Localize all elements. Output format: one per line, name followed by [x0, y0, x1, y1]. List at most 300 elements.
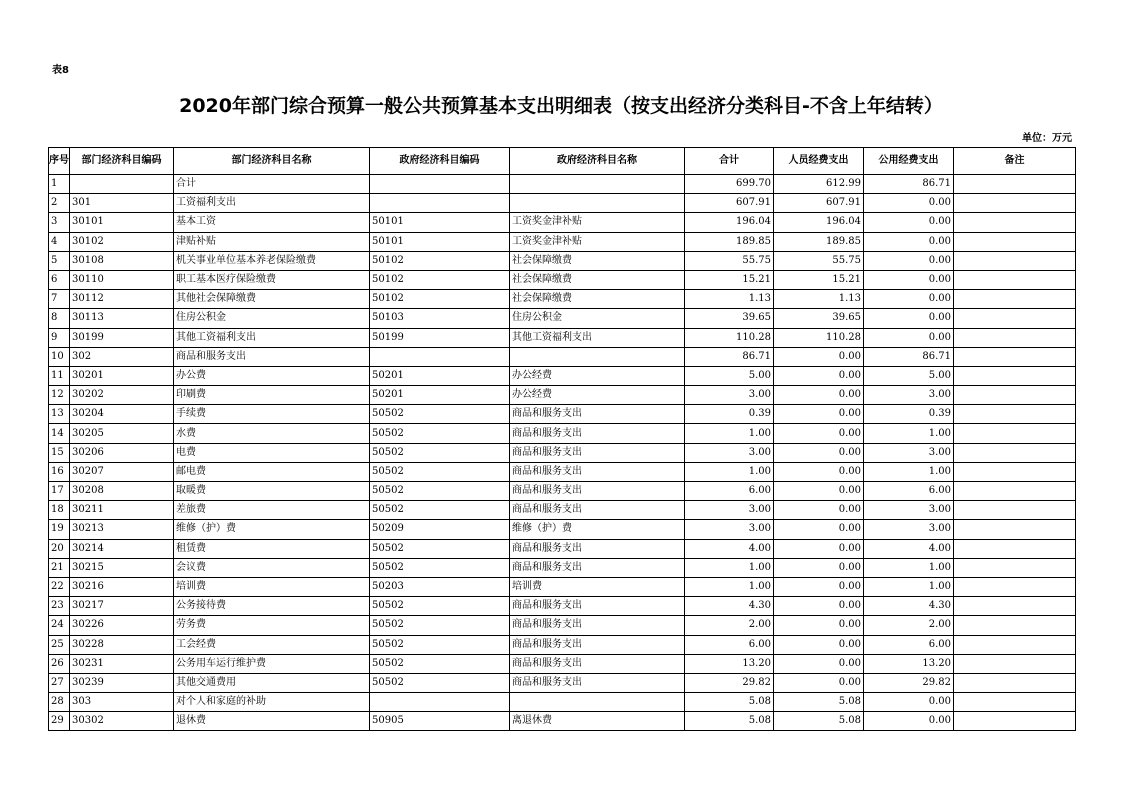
- cell-gov-code: 50502: [370, 424, 510, 443]
- cell-gov-code: [370, 175, 510, 194]
- cell-dept-name: 津贴补贴: [174, 232, 370, 251]
- cell-dept-name: 公务接待费: [174, 597, 370, 616]
- table-row: [49, 597, 1076, 616]
- cell-dept-name: 其他工资福利支出: [174, 328, 370, 347]
- cell-dept-name: 培训费: [174, 577, 370, 596]
- cell-dept-name: 合计: [174, 175, 370, 194]
- cell-total: 6.00: [685, 482, 774, 501]
- table-row: [49, 194, 1076, 213]
- cell-gov-code: 50502: [370, 462, 510, 481]
- cell-total: 3.00: [685, 520, 774, 539]
- cell-dept-code: 30217: [70, 597, 174, 616]
- cell-personnel: 0.00: [774, 501, 864, 520]
- cell-dept-code: 301: [70, 194, 174, 213]
- cell-note: [954, 712, 1076, 731]
- cell-note: [954, 654, 1076, 673]
- table-row: [49, 366, 1076, 385]
- cell-dept-name: 机关事业单位基本养老保险缴费: [174, 251, 370, 270]
- table-row: [49, 693, 1076, 712]
- cell-public: 29.82: [864, 673, 954, 692]
- table-row: [49, 328, 1076, 347]
- cell-note: [954, 482, 1076, 501]
- cell-gov-name: 办公经费: [510, 386, 685, 405]
- cell-dept-name: 其他社会保障缴费: [174, 290, 370, 309]
- cell-note: [954, 501, 1076, 520]
- cell-seq: 15: [49, 443, 70, 462]
- cell-seq: 5: [49, 251, 70, 270]
- table-row: [49, 251, 1076, 270]
- cell-gov-name: 商品和服务支出: [510, 405, 685, 424]
- cell-public: 5.00: [864, 366, 954, 385]
- cell-seq: 22: [49, 577, 70, 596]
- header-seq: 序号: [49, 148, 70, 175]
- table-row: [49, 405, 1076, 424]
- cell-gov-code: 50103: [370, 309, 510, 328]
- table-row: [49, 386, 1076, 405]
- cell-seq: 8: [49, 309, 70, 328]
- cell-personnel: 39.65: [774, 309, 864, 328]
- cell-total: 1.00: [685, 558, 774, 577]
- cell-note: [954, 386, 1076, 405]
- cell-seq: 6: [49, 270, 70, 289]
- cell-dept-code: 30214: [70, 539, 174, 558]
- cell-dept-code: 30215: [70, 558, 174, 577]
- cell-dept-code: 30199: [70, 328, 174, 347]
- cell-dept-code: 30205: [70, 424, 174, 443]
- cell-total: 607.91: [685, 194, 774, 213]
- cell-dept-name: 邮电费: [174, 462, 370, 481]
- cell-gov-code: 50502: [370, 501, 510, 520]
- cell-seq: 3: [49, 213, 70, 232]
- cell-dept-code: 30207: [70, 462, 174, 481]
- cell-dept-code: 302: [70, 347, 174, 366]
- cell-gov-name: 商品和服务支出: [510, 558, 685, 577]
- table-row: [49, 520, 1076, 539]
- cell-gov-name: 商品和服务支出: [510, 673, 685, 692]
- cell-personnel: 0.00: [774, 462, 864, 481]
- cell-personnel: 0.00: [774, 558, 864, 577]
- cell-seq: 14: [49, 424, 70, 443]
- cell-note: [954, 558, 1076, 577]
- cell-personnel: 0.00: [774, 366, 864, 385]
- cell-note: [954, 213, 1076, 232]
- cell-dept-code: 30102: [70, 232, 174, 251]
- header-public: 公用经费支出: [864, 148, 954, 175]
- cell-dept-name: 职工基本医疗保险缴费: [174, 270, 370, 289]
- cell-dept-code: 30213: [70, 520, 174, 539]
- cell-total: 2.00: [685, 616, 774, 635]
- cell-gov-code: 50102: [370, 251, 510, 270]
- cell-gov-name: 社会保障缴费: [510, 270, 685, 289]
- cell-personnel: 0.00: [774, 386, 864, 405]
- cell-personnel: 189.85: [774, 232, 864, 251]
- cell-gov-name: 工资奖金津补贴: [510, 213, 685, 232]
- table-row: [49, 175, 1076, 194]
- cell-gov-name: [510, 175, 685, 194]
- cell-public: 0.39: [864, 405, 954, 424]
- cell-total: 4.30: [685, 597, 774, 616]
- cell-note: [954, 232, 1076, 251]
- table-row: [49, 424, 1076, 443]
- table-row: [49, 654, 1076, 673]
- cell-gov-code: 50102: [370, 290, 510, 309]
- cell-personnel: 0.00: [774, 635, 864, 654]
- cell-gov-name: 住房公积金: [510, 309, 685, 328]
- cell-public: 1.00: [864, 558, 954, 577]
- cell-note: [954, 443, 1076, 462]
- header-personnel: 人员经费支出: [774, 148, 864, 175]
- cell-seq: 23: [49, 597, 70, 616]
- cell-total: 4.00: [685, 539, 774, 558]
- cell-total: 1.13: [685, 290, 774, 309]
- cell-note: [954, 309, 1076, 328]
- cell-total: 5.08: [685, 712, 774, 731]
- header-dept-code: 部门经济科目编码: [70, 148, 174, 175]
- cell-total: 3.00: [685, 443, 774, 462]
- cell-public: 0.00: [864, 328, 954, 347]
- header-note: 备注: [954, 148, 1076, 175]
- cell-note: [954, 405, 1076, 424]
- cell-public: 0.00: [864, 194, 954, 213]
- cell-gov-name: 商品和服务支出: [510, 424, 685, 443]
- table-row: [49, 309, 1076, 328]
- table-row: [49, 462, 1076, 481]
- cell-dept-code: 30239: [70, 673, 174, 692]
- cell-seq: 1: [49, 175, 70, 194]
- table-row: [49, 501, 1076, 520]
- cell-public: 6.00: [864, 635, 954, 654]
- cell-public: 0.00: [864, 232, 954, 251]
- cell-gov-code: 50502: [370, 654, 510, 673]
- cell-personnel: 0.00: [774, 424, 864, 443]
- cell-seq: 12: [49, 386, 70, 405]
- cell-gov-name: 商品和服务支出: [510, 539, 685, 558]
- cell-seq: 24: [49, 616, 70, 635]
- cell-gov-code: 50502: [370, 539, 510, 558]
- cell-note: [954, 328, 1076, 347]
- cell-public: 0.00: [864, 251, 954, 270]
- cell-gov-code: [370, 194, 510, 213]
- table-row: [49, 347, 1076, 366]
- cell-dept-name: 手续费: [174, 405, 370, 424]
- cell-personnel: 0.00: [774, 347, 864, 366]
- cell-public: 0.00: [864, 270, 954, 289]
- cell-note: [954, 693, 1076, 712]
- cell-public: 3.00: [864, 501, 954, 520]
- cell-dept-code: [70, 175, 174, 194]
- cell-dept-name: 取暖费: [174, 482, 370, 501]
- table-row: [49, 635, 1076, 654]
- cell-dept-code: 30216: [70, 577, 174, 596]
- cell-seq: 9: [49, 328, 70, 347]
- cell-gov-name: 社会保障缴费: [510, 290, 685, 309]
- cell-dept-name: 劳务费: [174, 616, 370, 635]
- header-gov-name: 政府经济科目名称: [510, 148, 685, 175]
- budget-table: [48, 147, 1076, 731]
- cell-gov-code: [370, 693, 510, 712]
- cell-dept-name: 维修（护）费: [174, 520, 370, 539]
- cell-total: 6.00: [685, 635, 774, 654]
- cell-dept-name: 对个人和家庭的补助: [174, 693, 370, 712]
- cell-dept-code: 30208: [70, 482, 174, 501]
- cell-total: 699.70: [685, 175, 774, 194]
- table-row: [49, 213, 1076, 232]
- cell-public: 0.00: [864, 309, 954, 328]
- cell-total: 55.75: [685, 251, 774, 270]
- cell-dept-code: 30231: [70, 654, 174, 673]
- table-row: [49, 270, 1076, 289]
- cell-personnel: 0.00: [774, 616, 864, 635]
- cell-gov-code: 50502: [370, 558, 510, 577]
- cell-dept-code: 30226: [70, 616, 174, 635]
- cell-gov-code: 50502: [370, 482, 510, 501]
- cell-dept-name: 工会经费: [174, 635, 370, 654]
- cell-note: [954, 290, 1076, 309]
- cell-public: 1.00: [864, 577, 954, 596]
- cell-dept-code: 30113: [70, 309, 174, 328]
- cell-note: [954, 520, 1076, 539]
- cell-personnel: 15.21: [774, 270, 864, 289]
- cell-dept-name: 公务用车运行维护费: [174, 654, 370, 673]
- cell-note: [954, 462, 1076, 481]
- cell-dept-name: 电费: [174, 443, 370, 462]
- cell-note: [954, 616, 1076, 635]
- cell-gov-code: 50502: [370, 673, 510, 692]
- cell-gov-name: 商品和服务支出: [510, 654, 685, 673]
- cell-public: 3.00: [864, 520, 954, 539]
- cell-personnel: 0.00: [774, 673, 864, 692]
- cell-gov-name: 维修（护）费: [510, 520, 685, 539]
- cell-dept-name: 其他交通费用: [174, 673, 370, 692]
- cell-seq: 26: [49, 654, 70, 673]
- cell-dept-code: 30201: [70, 366, 174, 385]
- cell-dept-code: 30202: [70, 386, 174, 405]
- cell-public: 4.30: [864, 597, 954, 616]
- cell-personnel: 612.99: [774, 175, 864, 194]
- table-row: [49, 558, 1076, 577]
- cell-seq: 19: [49, 520, 70, 539]
- cell-seq: 2: [49, 194, 70, 213]
- cell-gov-code: 50201: [370, 386, 510, 405]
- cell-personnel: 110.28: [774, 328, 864, 347]
- cell-note: [954, 673, 1076, 692]
- table-row: [49, 673, 1076, 692]
- cell-total: 39.65: [685, 309, 774, 328]
- cell-gov-code: 50502: [370, 616, 510, 635]
- cell-gov-code: 50209: [370, 520, 510, 539]
- cell-dept-name: 办公费: [174, 366, 370, 385]
- cell-total: 15.21: [685, 270, 774, 289]
- cell-gov-code: [370, 347, 510, 366]
- cell-seq: 29: [49, 712, 70, 731]
- cell-total: 5.00: [685, 366, 774, 385]
- cell-dept-code: 30110: [70, 270, 174, 289]
- table-row: [49, 290, 1076, 309]
- cell-public: 0.00: [864, 693, 954, 712]
- cell-dept-name: 租赁费: [174, 539, 370, 558]
- cell-personnel: 196.04: [774, 213, 864, 232]
- cell-dept-code: 30108: [70, 251, 174, 270]
- cell-gov-name: 其他工资福利支出: [510, 328, 685, 347]
- cell-public: 4.00: [864, 539, 954, 558]
- cell-dept-code: 30112: [70, 290, 174, 309]
- cell-public: 86.71: [864, 347, 954, 366]
- cell-gov-name: [510, 693, 685, 712]
- cell-note: [954, 424, 1076, 443]
- cell-gov-name: 商品和服务支出: [510, 635, 685, 654]
- cell-personnel: 0.00: [774, 539, 864, 558]
- header-gov-code: 政府经济科目编码: [370, 148, 510, 175]
- table-body: [49, 175, 1076, 731]
- cell-gov-code: 50199: [370, 328, 510, 347]
- cell-public: 86.71: [864, 175, 954, 194]
- cell-public: 3.00: [864, 386, 954, 405]
- cell-dept-name: 基本工资: [174, 213, 370, 232]
- cell-dept-name: 差旅费: [174, 501, 370, 520]
- cell-seq: 20: [49, 539, 70, 558]
- cell-gov-code: 50102: [370, 270, 510, 289]
- table-row: [49, 616, 1076, 635]
- cell-personnel: 0.00: [774, 443, 864, 462]
- cell-personnel: 0.00: [774, 405, 864, 424]
- cell-total: 29.82: [685, 673, 774, 692]
- table-number-label: 表8: [52, 65, 69, 76]
- cell-gov-code: 50502: [370, 405, 510, 424]
- cell-personnel: 0.00: [774, 654, 864, 673]
- cell-gov-code: 50101: [370, 213, 510, 232]
- cell-seq: 18: [49, 501, 70, 520]
- cell-dept-code: 30204: [70, 405, 174, 424]
- cell-gov-name: [510, 194, 685, 213]
- cell-note: [954, 635, 1076, 654]
- cell-total: 3.00: [685, 386, 774, 405]
- cell-seq: 27: [49, 673, 70, 692]
- unit-label: 单位：万元: [1022, 133, 1072, 144]
- cell-note: [954, 597, 1076, 616]
- cell-gov-name: [510, 347, 685, 366]
- cell-total: 1.00: [685, 577, 774, 596]
- cell-total: 1.00: [685, 424, 774, 443]
- cell-personnel: 0.00: [774, 520, 864, 539]
- cell-dept-name: 商品和服务支出: [174, 347, 370, 366]
- cell-dept-code: 30206: [70, 443, 174, 462]
- cell-seq: 16: [49, 462, 70, 481]
- cell-seq: 7: [49, 290, 70, 309]
- cell-seq: 13: [49, 405, 70, 424]
- cell-gov-name: 离退休费: [510, 712, 685, 731]
- cell-note: [954, 194, 1076, 213]
- cell-note: [954, 577, 1076, 596]
- cell-dept-name: 会议费: [174, 558, 370, 577]
- cell-gov-name: 商品和服务支出: [510, 597, 685, 616]
- cell-seq: 25: [49, 635, 70, 654]
- cell-seq: 17: [49, 482, 70, 501]
- cell-public: 2.00: [864, 616, 954, 635]
- cell-seq: 10: [49, 347, 70, 366]
- table-row: [49, 539, 1076, 558]
- cell-total: 189.85: [685, 232, 774, 251]
- cell-public: 6.00: [864, 482, 954, 501]
- table-row: [49, 712, 1076, 731]
- cell-total: 13.20: [685, 654, 774, 673]
- cell-gov-name: 商品和服务支出: [510, 443, 685, 462]
- cell-total: 86.71: [685, 347, 774, 366]
- cell-gov-code: 50201: [370, 366, 510, 385]
- cell-total: 0.39: [685, 405, 774, 424]
- cell-dept-name: 印刷费: [174, 386, 370, 405]
- cell-note: [954, 251, 1076, 270]
- page-title: 2020年部门综合预算一般公共预算基本支出明细表（按支出经济分类科目-不含上年结转）: [179, 95, 943, 117]
- cell-dept-code: 30228: [70, 635, 174, 654]
- cell-dept-code: 30211: [70, 501, 174, 520]
- cell-personnel: 1.13: [774, 290, 864, 309]
- cell-note: [954, 539, 1076, 558]
- cell-public: 3.00: [864, 443, 954, 462]
- cell-gov-name: 社会保障缴费: [510, 251, 685, 270]
- cell-public: 0.00: [864, 213, 954, 232]
- cell-personnel: 0.00: [774, 482, 864, 501]
- cell-dept-name: 水费: [174, 424, 370, 443]
- cell-dept-name: 住房公积金: [174, 309, 370, 328]
- cell-note: [954, 270, 1076, 289]
- cell-personnel: 607.91: [774, 194, 864, 213]
- cell-public: 1.00: [864, 462, 954, 481]
- table-row: [49, 482, 1076, 501]
- cell-total: 110.28: [685, 328, 774, 347]
- cell-gov-code: 50502: [370, 443, 510, 462]
- cell-public: 0.00: [864, 712, 954, 731]
- table-row: [49, 232, 1076, 251]
- cell-personnel: 5.08: [774, 712, 864, 731]
- cell-total: 1.00: [685, 462, 774, 481]
- cell-public: 0.00: [864, 290, 954, 309]
- cell-gov-name: 办公经费: [510, 366, 685, 385]
- header-dept-name: 部门经济科目名称: [174, 148, 370, 175]
- cell-seq: 11: [49, 366, 70, 385]
- cell-dept-code: 30302: [70, 712, 174, 731]
- cell-seq: 28: [49, 693, 70, 712]
- cell-dept-code: 30101: [70, 213, 174, 232]
- cell-seq: 21: [49, 558, 70, 577]
- cell-dept-name: 工资福利支出: [174, 194, 370, 213]
- header-total: 合计: [685, 148, 774, 175]
- cell-gov-name: 工资奖金津补贴: [510, 232, 685, 251]
- cell-dept-code: 303: [70, 693, 174, 712]
- cell-note: [954, 366, 1076, 385]
- table-row: [49, 443, 1076, 462]
- cell-personnel: 5.08: [774, 693, 864, 712]
- cell-gov-code: 50502: [370, 635, 510, 654]
- cell-public: 13.20: [864, 654, 954, 673]
- cell-note: [954, 347, 1076, 366]
- cell-total: 5.08: [685, 693, 774, 712]
- cell-personnel: 55.75: [774, 251, 864, 270]
- cell-gov-name: 商品和服务支出: [510, 616, 685, 635]
- cell-note: [954, 175, 1076, 194]
- cell-gov-name: 培训费: [510, 577, 685, 596]
- cell-seq: 4: [49, 232, 70, 251]
- cell-total: 3.00: [685, 501, 774, 520]
- table-header-row: [49, 148, 1076, 175]
- cell-gov-name: 商品和服务支出: [510, 501, 685, 520]
- cell-gov-code: 50203: [370, 577, 510, 596]
- cell-gov-code: 50101: [370, 232, 510, 251]
- cell-personnel: 0.00: [774, 597, 864, 616]
- cell-personnel: 0.00: [774, 577, 864, 596]
- cell-total: 196.04: [685, 213, 774, 232]
- cell-gov-code: 50502: [370, 597, 510, 616]
- cell-dept-name: 退休费: [174, 712, 370, 731]
